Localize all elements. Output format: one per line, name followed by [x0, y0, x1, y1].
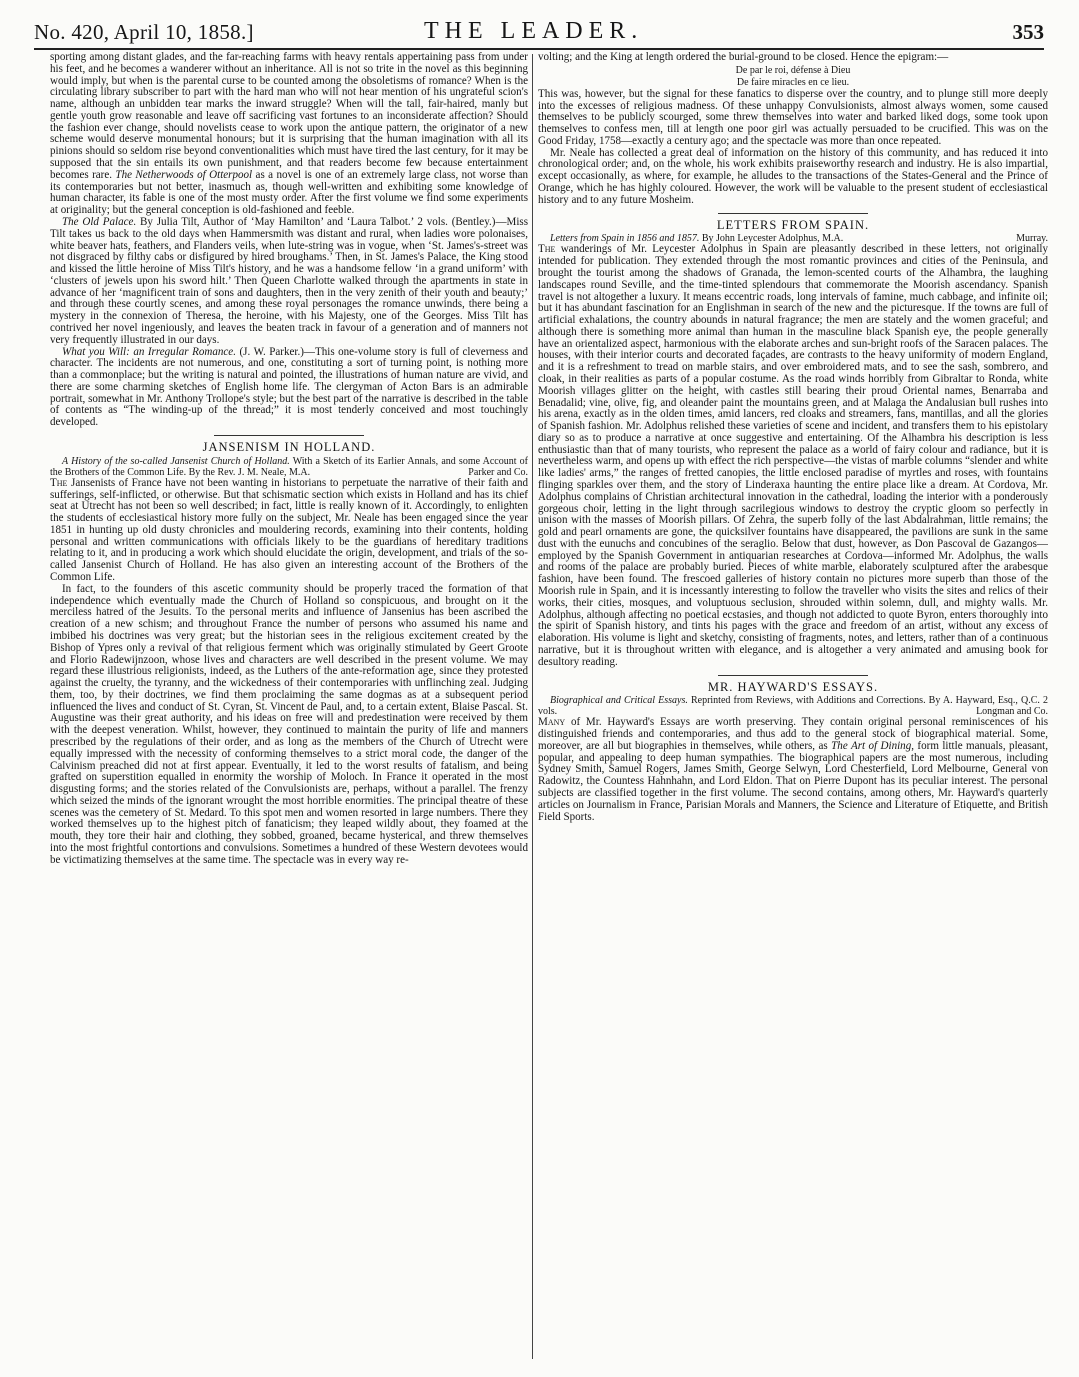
- section-rule: [718, 675, 868, 676]
- issue-info: No. 420, April 10, 1858.]: [34, 20, 254, 44]
- review-what-you-will: What you Will: an Irregular Romance. (J. W. Parker.)—This one-volume story is full of cleverness and character. The incidents are not numerous, and one, constituting a sort of turning point, is nothing more than a commonplace; but the writing is natural and pointed, the illustrations of human nature are vivid, and there are some charming sketches of English home life. The clergyman of Acton Bars is an admirable portrait, somewhat in Mr. Anthony Trollope's style; but the best part of the narrative is described in the table of contents as “The winding-up of the thread;” it is most tenderly conceived and most touchingly developed.: [50, 345, 528, 429]
- bibliography-jansenism: A History of the so-called Jansenist Church of Holland. With a Sketch of its Earlier Annals, and some Account of the Brothers of the Common Life. By the Rev. J. M. Neale, M.A. Parker and Co.: [50, 455, 528, 478]
- page-number: 353: [1012, 20, 1044, 44]
- hayward-paragraph: Many of Mr. Hayward's Essays are worth preserving. They contain original personal reminiscences of his distinguished friends and contemporaries, and thus add to the general stock of biographical material. Some, moreover, are all but biographies in themselves, while others, as The Art of Dining, form little manuals, pleasant, popular, and appealing to deep human sympathies. The biographical papers are the most numerous, including Sydney Smith, Samuel Rogers, James Smith, George Selwyn, Lord Chesterfield, Lord Melbourne, General von Radowitz, the Countess Hahnhahn, and Lord Eldon. That on Pierre Dupont has its peculiar interest. The personal subjects are classified together in the first volume. The second contains, among others, Mr. Hayward's quarterly articles on Journalism in France, Parisian Morals and Manners, the Science and Literature of Etiquette, and British Field Sports.: [538, 716, 1048, 823]
- jansenism-paragraph-2: In fact, to the founders of this ascetic community should be properly traced the formation of that independence which eventually made the Church of Holland so conspicuous, and brought on it the merciless hatred of the Jesuits. To the personal merits and influence of Jansenius has been ascribed the creation of a new schism; and throughout France the number of persons who assumed his name and imbibed his doctrines was very great; but the historian sees in the religious excitement created by the Bishop of Ypres only a revival of that religious ferment which was originally stimulated by Geert Groote and Florio Radewijnzoon, whose lives and characters are well described in the present volume. We may regard these illustrious religionists, indeed, as the Luthers of the ante-reformation age, since they protested against the cruelty, the tyranny, and the wickedness of their contemporaries with unflinching zeal. Judging them, too, by their doctrines, we find them proclaiming the same dogmas as at a subsequent period influenced the lives and conduct of St. Cyran, St. Vincent de Paul, and, to a certain extent, Blaise Pascal. St. Augustine was their great authority, and his ideas on free will and predestination were received by them with the deepest veneration. Whilst, however, they continued to maintain the purity of life and manners prescribed by the regulations of their order, and as long as the members of the Church of Utrecht were equally impressed with the necessity of conforming themselves to a strict moral code, the danger of the Calvinism preached did not at first appear. Eventually, it led to the worst results of fatalism, and being grafted on superstition equalled in enormity the worship of Moloch. In France it operated in the most disgusting forms; and the stories related of the Convulsionists are, perhaps, without a parallel. The frenzy which seized the minds of the ignorant wrought the most horrible enormities. The principal theatre of these scenes was the cemetery of St. Medard. To this spot men and women resorted in large numbers. There they worked themselves up to the highest pitch of fanaticism; they leaped wildly about, they foamed at the mouth, they tore their hair and clothing, they sobbed, groaned, became hysterical, and threw themselves into the most frightful contortions and convulsions. Sometimes a hundred of these Western devotees would be victimatizing themselves at the same time. The spectacle was in every way re-: [50, 582, 528, 866]
- jansenism-continued: volting; and the King at length ordered the burial-ground to be closed. Hence the epigram:—: [538, 52, 949, 63]
- column-divider: [532, 54, 533, 1359]
- newspaper-title: THE LEADER.: [424, 18, 644, 44]
- review-old-palace: The Old Palace. By Julia Tilt, Author of ‘May Hamilton’ and ‘Laura Talbot.’ 2 vols. (Bentley.)—Miss Tilt takes us back to the old days when Hammersmith was distant and rural, when ladies wore polonaises, white beaver hats, feathers, and Flanders veils, when lute-string was in vogue, when ‘St. James's-street was not disgraced by filthy cabs or disfigured by hired broughams.’ Then, in St. James's Palace, the King stood and kissed the little heroine of Miss Tilt's history, and he was a handsome fellow ‘in a grand uniform’ with ‘clusters of jewels upon his sword hilt.’ Then Queen Charlotte walked through the apartments in state in advance of her ‘magnificent train of sons and daughters, then in the very zenith of their youth and beauty;’ and through these courtly scenes, and among these royal personages the romance unwinds, there being a mystery in the connexion of Theresa, the heroine, with his Majesty, one of the Georges. Miss Tilt has contrived her novel ingeniously, and leaves the beaten track in favour of a generation and of manners not very frequently illustrated in our days.: [50, 215, 528, 346]
- epigram-line-1: De par le roi, défense à Dieu: [735, 64, 851, 76]
- bibliography-hayward: Biographical and Critical Essays. Reprinted from Reviews, with Additions and Corrections. By A. Hayward, Esq., Q.C. 2 vols. Longman and Co.: [538, 695, 1048, 718]
- spain-paragraph: The wanderings of Mr. Leycester Adolphus in Spain are pleasantly described in these letters, not originally intended for publication. They extended through the most romantic provinces and cities of the Peninsula, and brought the tourist among the shadows of Granada, the lemon-scented courts of the Alhambra, the laughing landscapes round Seville, and the time-tinted splendours that commemorate the Moorish ascendancy. Spanish travel is not altogether a luxury. It means eccentric roads, long intervals of famine, much cabbage, and infinite oil; but it has abundant fascination for an Englishman in search of the new and the picturesque. If the towns are full of artificial exhalations, the country abounds in natural fragrance; the men are stately and the women graceful; and although there is something more animal than human in the masculine black Spanish eye, the people generally have an orientalized aspect, harmonious with the elaborate arches and sun-bright roofs of the Saracen palaces. The houses, with their interior courts and decorated façades, are contrasts to the heavy uniformity of modern England, and it is a refreshment to tread on marble stairs, and over embroidered mats, and to see the sash, sombrero, and cloak, in their realities as parts of a popular costume. As the road winds horribly from Gibraltar to Ronda, white Moorish villages glitter on the height, with castles still bearing their proud Oriental names, Benarraba and Benadalid; vine, olive, fig, and oleander paint the mountains green, and at Malaga the Andalusian bull rushes into his arena, exactly as in the olden times, amid lancers, red cloaks and streamers, fans, mantillas, and all the glories of Spanish fashion. Mr. Adolphus relished these varieties of scene and incident, and transfers them to his epistolary diary so as to produce a narrative at once suggestive and entertaining. Of the Alhambra his description is less enthusiastic than that of many tourists, who represent the palace as a world of fairy colour and radiance, but it is nevertheless warm, and opens up with effect the rich perspective—the vistas of marble columns “slender and white like ladies' arms,” the ranges of fretted canopies, the little enclosed paradise of myrtles and roses, with fountains flinging sparkles over them, and the story of Linderaxa haunting the entire place like a dream. At Cordova, Mr. Adolphus complains of Christian architectural innovation in the cathedral, loading the interior with a ponderously gorgeous choir, letting in the light through sacrilegious windows to destroy the cryptic gloom so perfectly in unison with the masses of Moorish pillars. Of Zehra, the superb folly of the last Abdalrahman, little remains; the gold and pearl ornaments are gone, the quicksilver fountains have disappeared, the pavilions are sunk in the same dust with the eunuchs and concubines of the seraglio. Below that dust, however, as Don Pascoval de Gazangos—employed by the Spanish Government in antiquarian researches at Cordova—informed Mr. Adolphus, the walls and rooms of the palace are probably buried. Pieces of white marble, elaborately sculptured after the arabesque fashion, have been found. The frescoed galleries of history contain no pictures more superb than those of the Moorish rule in Spain, and it is incessantly interesting to follow the traveller who visits the sites and relics of their works, their cities, mosques, and voluptuous seclusion, shrouded within solemn, dull, and mighty walls. Mr. Adolphus, although affecting no poetical ecstasies, and though not addicted to quote Byron, enters thoroughly into the spirit of Spanish history, and tints his pages with the grace and freedom of an artist, without any excess of elaboration. His volume is light and sketchy, consisting of fragments, notes, and letters, rather than of a continuous narrative, but it is throughout written with elegance, and is altogether a very animated and amusing book for desultory reading.: [538, 243, 1048, 668]
- section-rule: [718, 213, 868, 214]
- section-title-jansenism: JANSENISM IN HOLLAND.: [202, 440, 376, 454]
- jansenism-paragraph-1: The Jansenists of France have not been wanting in historians to perpetuate the narrative of their faith and sufferings, self-inflicted, or otherwise. But that schismatic section which exists in Holland and has its chief seat at Utrecht has not been so well described; in fact, little is really known of it. Accordingly, to enlighten the students of ecclesiastical history more fully on the subject, Mr. Neale has been engaged since the year 1851 in hunting up old dusty chronicles and mouldering records, examining into their contents, holding personal and written communications with officials likely to be the guardians of hereditary traditions relating to it, and in producing a work which should elucidate the origin, development, and trials of the so-called Jansenist Church of Holland. He has also given an interesting account of the Brothers of the Common Life.: [50, 476, 528, 584]
- section-rule: [214, 435, 364, 436]
- review-netherwoods: sporting among distant glades, and the far-reaching farms with heavy rentals appertaining pass from under his feet, and he becomes a wanderer without an inheritance. All is not so trite in the novel as this beginning would imply, but when is the parental curse to be counted among the obsoletisms of romance? When is the circulating library subscriber to part with the hard man who will not hear mention of his ungrateful scion's name, although an unbidden tear marks the inward struggle? When will the tall, fair-haired, manly but gentle youth grow reasonable and leave off sacrificing vast fortunes to an inconsiderate affection? Should the fashion ever change, should novelists cease to work upon the antique pattern, the originator of a new scheme would deserve monumental honours; but it is surprising that the human imagination with all its pinions should so seldom rise beyond conventionalities which must have tired the last century, for it may be supposed that the sin entails its own punishment, and that readers become few because entertainment becomes rare. The Netherwoods of Otterpool as a novel is one of an extremely large class, not worse than its contemporaries but not better, inasmuch as, though well-written and exhibiting some knowledge of human character, its fable is one of the most musty order. After the first volume we find some experiments at originality; but the general conception is old-fashioned and feeble.: [50, 52, 528, 217]
- section-title-hayward: MR. HAYWARD'S ESSAYS.: [707, 679, 879, 694]
- masthead: [34, 14, 1044, 50]
- jansenism-paragraph-4: Mr. Neale has collected a great deal of information on the history of this community, and has reduced it into chronological order; and, on the whole, his work exhibits praiseworthy research and industry. He is also impartial, except occasionally, as where, for example, he alludes to the transactions of the States-General and the Prince of Orange, which he has highly coloured. However, the work will be valuable to the present student of ecclesiastical history and to any future Mosheim.: [538, 146, 1048, 206]
- epigram-line-2: De faire miracles en ce lieu.: [736, 76, 850, 88]
- bibliography-spain: Letters from Spain in 1856 and 1857. By John Leycester Adolphus, M.A. Murray.: [550, 233, 1048, 245]
- right-column: [538, 52, 1048, 1362]
- jansenism-paragraph-3: This was, however, but the signal for these fanatics to disperse over the country, and to plunge still more deeply into the excesses of religious madness. Of these unhappy Convulsionists, almost always women, some caused themselves to be publicly scourged, some threw themselves into water and barked liked dogs, some took upon themselves to confess men, till at length one poor girl was actually persuaded to be crucified. This was on the Good Friday, 1758—exactly a century ago; and the spectacle was more than once repeated.: [538, 87, 1048, 147]
- left-column: [50, 52, 528, 1362]
- section-title-spain: LETTERS FROM SPAIN.: [716, 217, 870, 232]
